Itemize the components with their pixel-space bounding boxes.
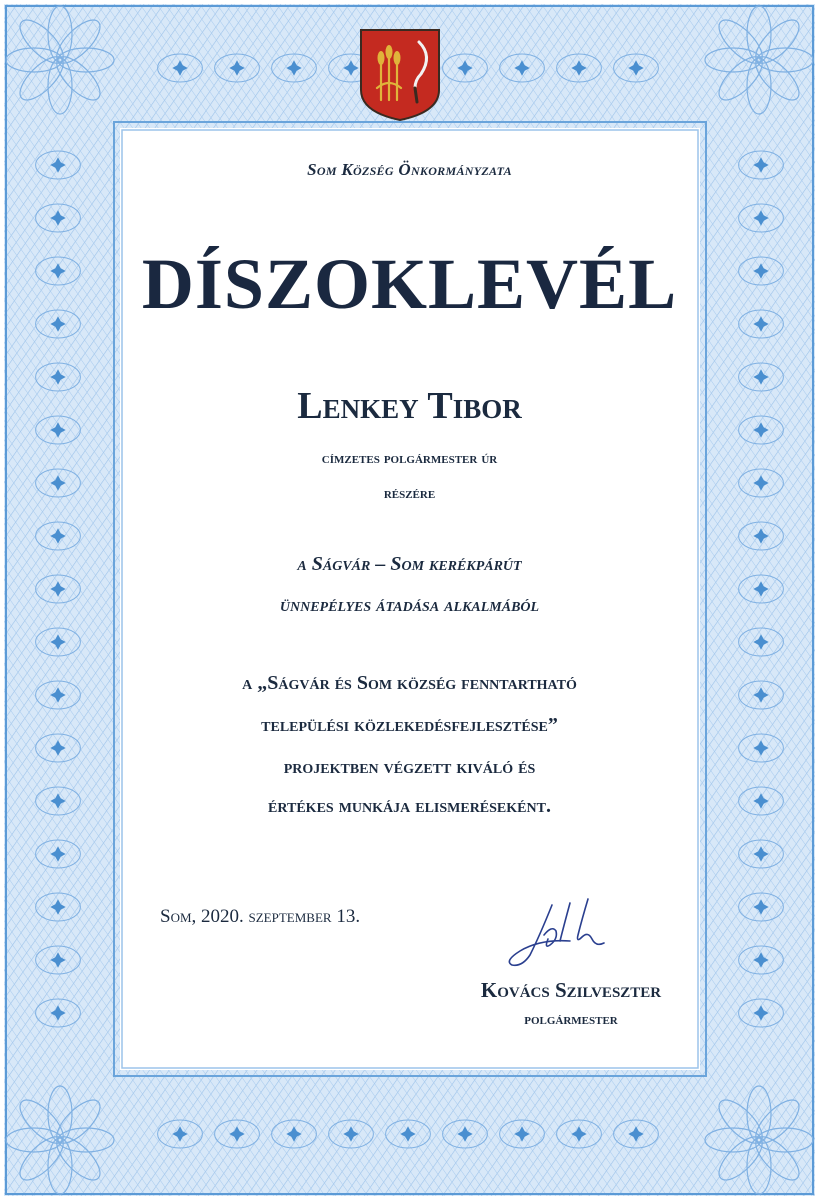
recipient-role: címzetes polgármester úr [321,450,498,467]
signer-title: polgármester [524,1012,618,1028]
merit-line-2: települési közlekedésfejlesztése” [261,714,558,736]
signer-name: Kovács Szilveszter [480,978,662,1002]
merit-line-1: a „Ságvár és Som község fenntartható [242,672,577,694]
merit-line-4: értékes munkája elismeréseként. [268,795,551,817]
addressed-to: részére [383,485,436,502]
occasion-line-2: ünnepélyes átadása alkalmából [279,594,540,616]
coat-of-arms-icon [359,28,441,122]
signature-icon [500,895,630,975]
occasion-line-1: a Ságvár – Som kerékpárút [297,553,522,575]
certificate-title: DÍSZOKLEVÉL [141,244,678,324]
place-and-date: Som, 2020. szeptember 13. [160,906,361,927]
merit-line-3: projektben végzett kiváló és [283,756,536,778]
recipient-name: Lenkey Tibor [297,385,522,427]
issuer-name: Som Község Önkormányzata [307,160,512,179]
